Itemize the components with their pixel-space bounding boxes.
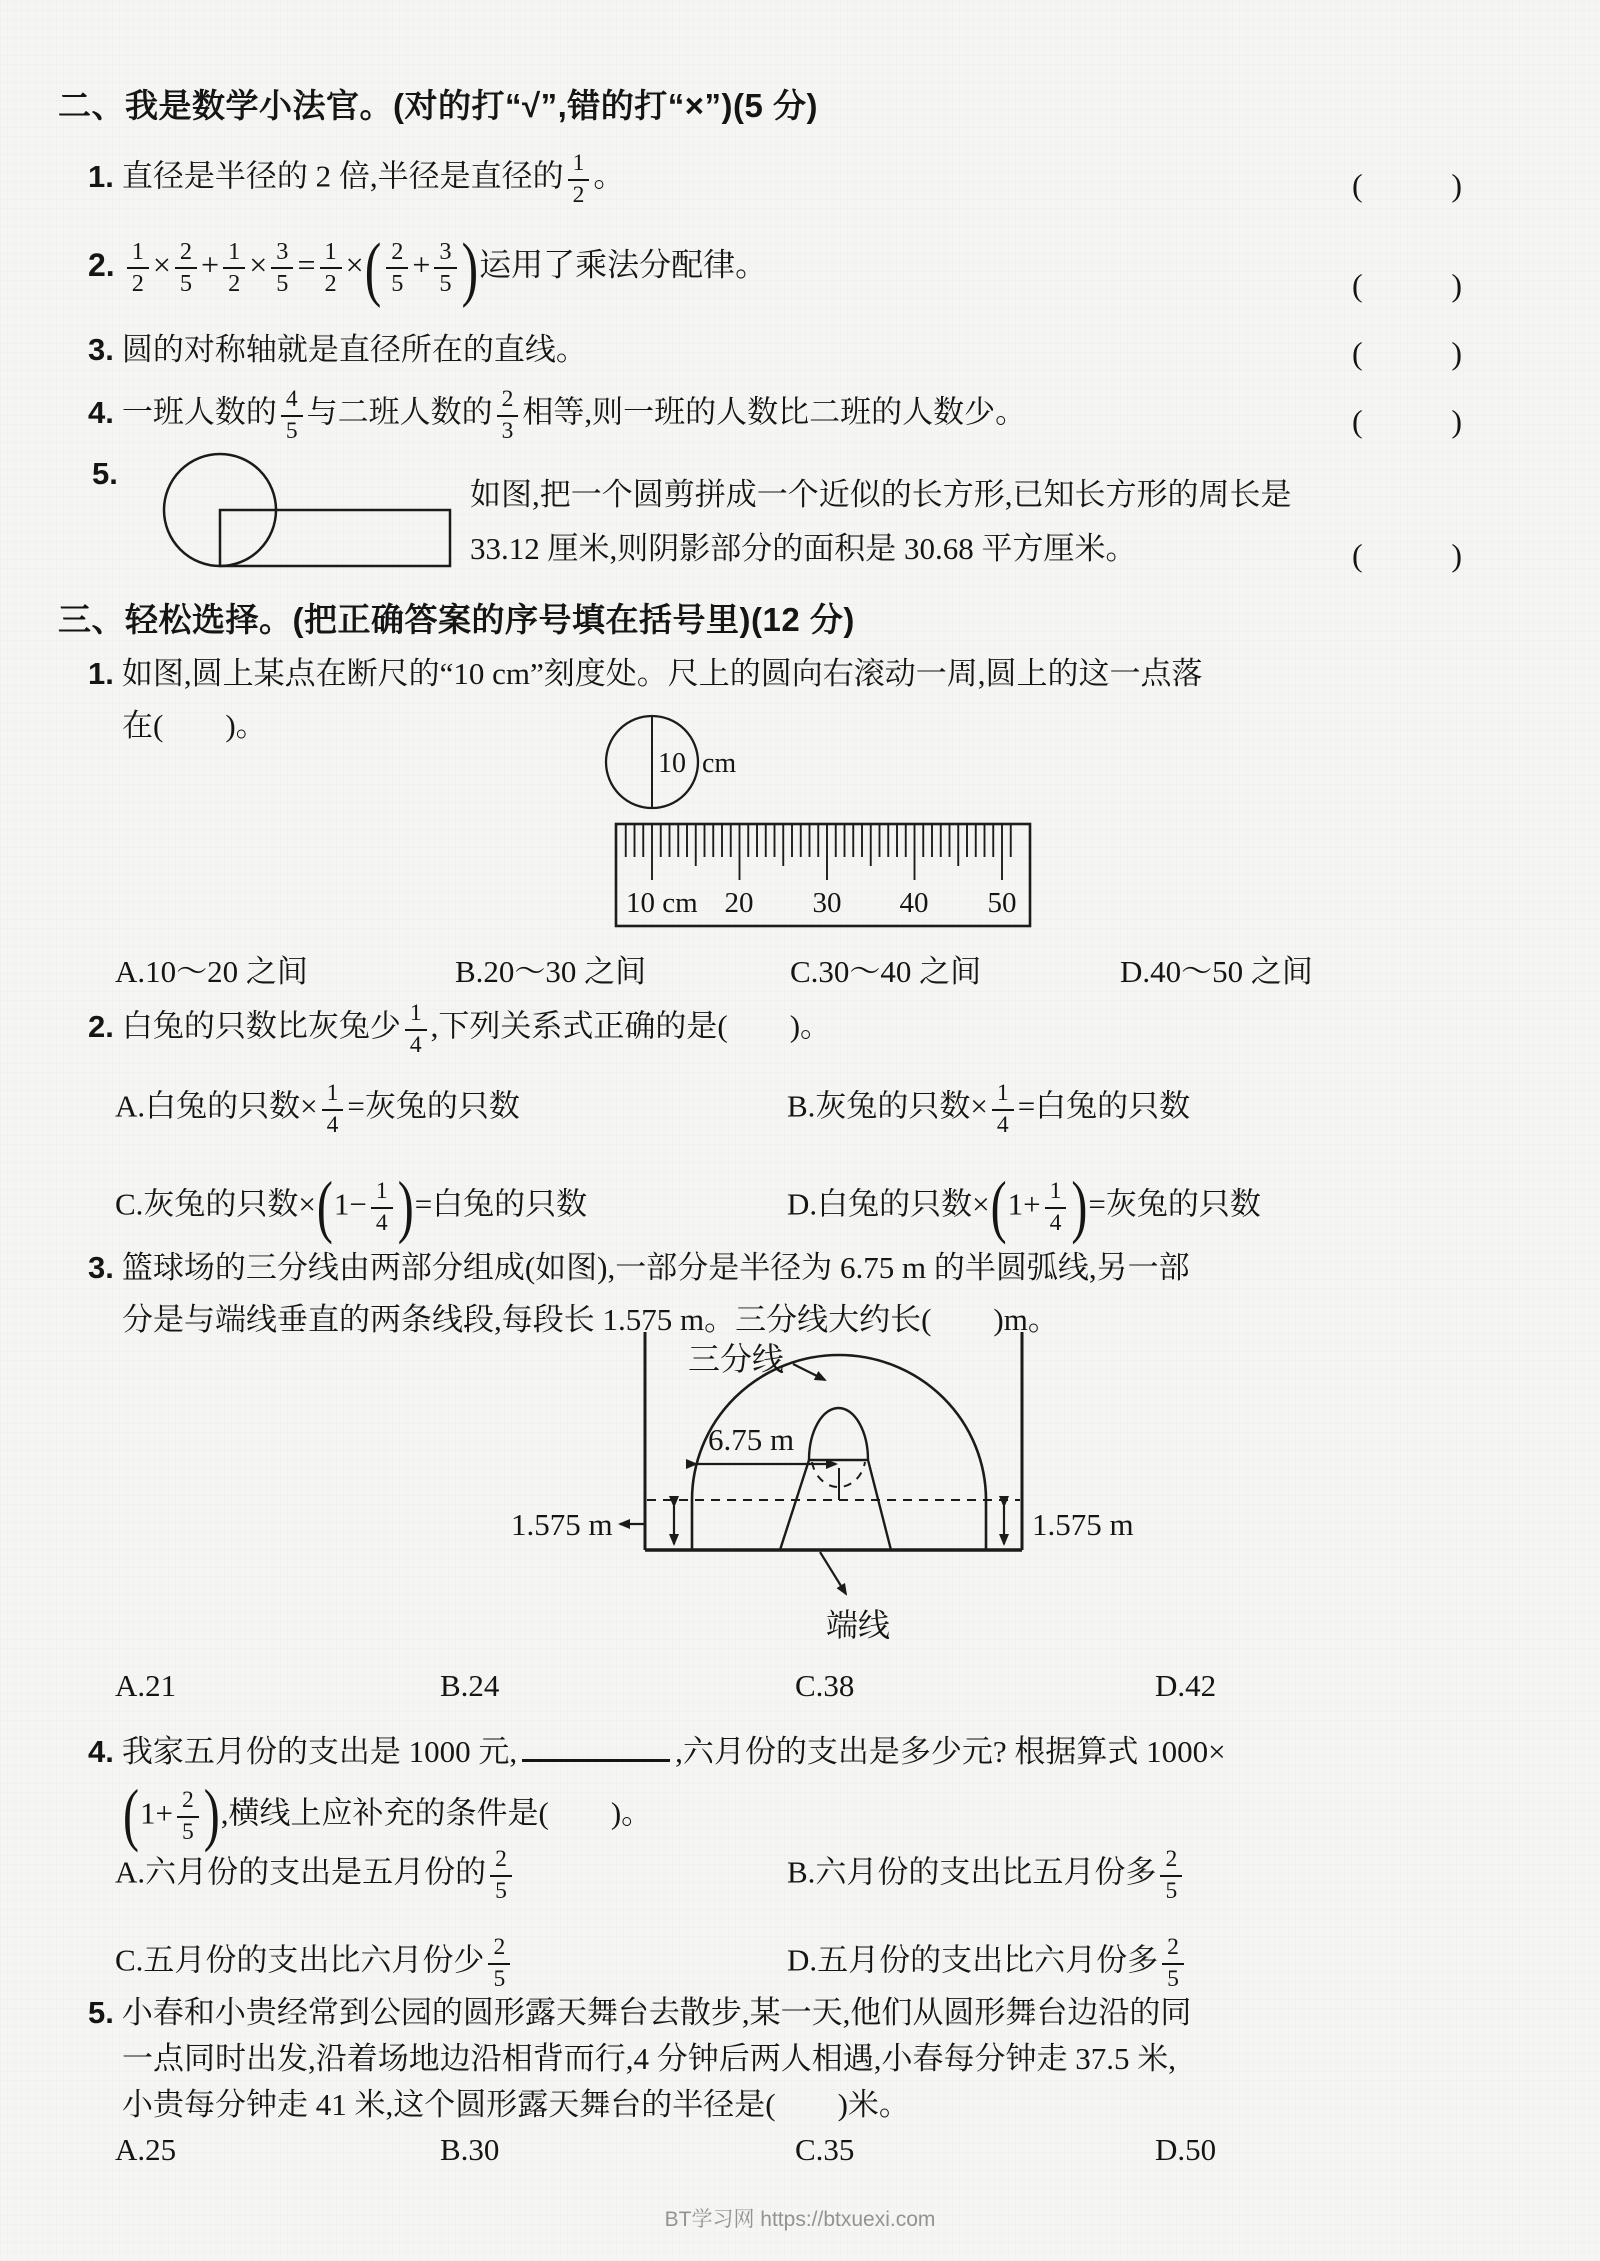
section-2-title: 二、我是数学小法官。(对的打“√”,错的打“×”)(5 分)	[58, 87, 819, 124]
operator: =	[297, 246, 316, 283]
item-number: 5.	[92, 456, 118, 491]
tf-item-5-text	[470, 468, 1292, 576]
fill-in-blank	[522, 1728, 670, 1762]
fraction: $\frac{2}{5}$	[386, 240, 408, 297]
right-paren: )	[203, 1777, 220, 1855]
option-d: D.50	[1155, 2132, 1217, 2167]
option-row-q2-ab	[115, 1082, 1190, 1137]
operator: ×	[249, 246, 268, 283]
fraction: $\frac{1}{4}$	[322, 1082, 344, 1137]
option-c: C.38	[795, 1668, 855, 1703]
left-paren: (	[990, 1168, 1007, 1246]
option-row-q3	[115, 1664, 1216, 1709]
circle-rectangle-figure	[148, 448, 478, 588]
option-c: C.30～40 之间	[790, 954, 982, 989]
question-text: 1+	[140, 1795, 173, 1831]
circle-diameter-label-unit: cm	[702, 748, 737, 779]
tf-item-3	[88, 328, 587, 373]
item-number: 1.	[88, 158, 114, 194]
left-paren: (	[316, 1168, 333, 1246]
fraction: $\frac{2}{5}$	[1162, 1936, 1184, 1991]
question-text: 小春和小贵经常到公园的圆形露天舞台去散步,某一天,他们从圆形舞台边沿的同	[121, 1995, 1192, 2030]
fraction: $\frac{2}{5}$	[177, 1789, 199, 1844]
option-d: D.白兔的只数×(1+ $\frac{1}{4}$ )=灰兔的只数	[787, 1168, 1261, 1246]
fraction: $\frac{2}{3}$	[497, 388, 519, 443]
baseline-label: 端线	[826, 1607, 891, 1643]
ruler-figure	[588, 712, 1048, 934]
right-paren: )	[461, 228, 479, 308]
question-text: 小贵每分钟走 41 米,这个圆形露天舞台的半径是( )米。	[122, 2087, 910, 2122]
item-text: 相等,则一班的人数比二班的人数少。	[522, 394, 1027, 430]
option-c: C.35	[795, 2132, 855, 2167]
option-d: D.40～50 之间	[1120, 954, 1313, 989]
operator: +	[201, 246, 220, 283]
item-text: 一班人数的	[121, 394, 277, 430]
fraction: $\frac{4}{5}$	[281, 388, 303, 443]
question-text: ,横线上应补充的条件是( )。	[220, 1795, 653, 1831]
option-d: D.五月份的支出比六月份多 $\frac{2}{5}$	[787, 1936, 1188, 1991]
ruler-label-10cm: 10 cm	[626, 887, 698, 919]
option-row-q4-ab	[115, 1848, 1186, 1903]
ruler-label-40: 40	[899, 887, 929, 919]
fraction: $\frac{1}{4}$	[405, 1002, 427, 1057]
tf-item-1	[88, 152, 624, 207]
item-text: 运用了乘法分配律。	[479, 246, 768, 283]
ruler-label-20: 20	[724, 887, 754, 919]
option-b: B.灰兔的只数× $\frac{1}{4}$ =白兔的只数	[787, 1080, 1191, 1138]
option-d: D.42	[1155, 1668, 1217, 1703]
item-text: 与二班人数的	[306, 394, 493, 430]
mc-question-4	[88, 1728, 1226, 1855]
option-b: B.20～30 之间	[455, 954, 647, 989]
fraction: $\frac{3}{5}$	[434, 240, 456, 297]
fraction: $\frac{2}{5}$	[488, 1936, 510, 1991]
lane-line-right	[868, 1460, 891, 1550]
footer-credit: BT学习网 https://btxuexi.com	[664, 2208, 936, 2231]
fraction: $\frac{2}{5}$	[175, 240, 197, 297]
operator: +	[412, 246, 431, 283]
section-3-title: 三、轻松选择。(把正确答案的序号填在括号里)(12 分)	[58, 601, 855, 638]
fraction: $\frac{2}{5}$	[490, 1848, 512, 1903]
option-c: C.灰兔的只数×(1− $\frac{1}{4}$ )=白兔的只数	[115, 1168, 588, 1246]
mc-question-5	[88, 1990, 1191, 2128]
lane-line-left	[780, 1460, 809, 1550]
item-number: 2.	[88, 1008, 114, 1044]
question-text: 在( )。	[122, 708, 267, 743]
fraction: $\frac{1}{4}$	[1045, 1180, 1067, 1235]
item-number: 3.	[88, 332, 114, 367]
answer-bracket-4: ( )	[1352, 403, 1462, 439]
answer-bracket-2: ( )	[1352, 267, 1462, 303]
operator: ×	[152, 246, 171, 283]
left-paren: (	[123, 1777, 139, 1855]
option-b: B.30	[440, 2132, 500, 2167]
item-text: 圆的对称轴就是直径所在的直线。	[121, 332, 587, 367]
item-number: 2.	[88, 246, 115, 283]
fraction: $\frac{1}{2}$	[320, 240, 342, 297]
item-text-line: 如图,把一个圆剪拼成一个近似的长方形,已知长方形的周长是	[470, 477, 1292, 512]
tf-item-2	[88, 228, 768, 308]
item-text: 。	[593, 158, 625, 194]
right-paren: )	[397, 1168, 414, 1246]
basketball-court-figure	[408, 1318, 1148, 1658]
tf-item-4	[88, 388, 1026, 443]
fraction: $\frac{1}{2}$	[223, 240, 245, 297]
ruler-ticks	[626, 824, 1011, 880]
option-a: A.白兔的只数× $\frac{1}{4}$ =灰兔的只数	[115, 1080, 520, 1138]
fraction: $\frac{1}{4}$	[992, 1082, 1014, 1137]
operator: ×	[345, 246, 364, 283]
ruler-label-30: 30	[812, 887, 842, 919]
item-number: 5.	[88, 1995, 114, 2030]
option-row-q5	[115, 2128, 1216, 2173]
fraction: $\frac{2}{5}$	[1160, 1848, 1182, 1903]
item-text: 直径是半径的 2 倍,半径是直径的	[121, 158, 564, 194]
three-point-label: 三分线	[688, 1341, 785, 1377]
question-text: ,六月份的支出是多少元? 根据算式 1000×	[675, 1734, 1226, 1769]
item-number: 3.	[88, 1250, 114, 1285]
item-text-line: 33.12 厘米,则阴影部分的面积是 30.68 平方厘米。	[470, 531, 1137, 566]
item-number: 4.	[88, 1734, 114, 1769]
left-paren: (	[364, 228, 382, 308]
option-b: B.六月份的支出比五月份多 $\frac{2}{5}$	[787, 1848, 1186, 1903]
item-number: 4.	[88, 394, 114, 430]
option-a: A.21	[115, 1668, 177, 1703]
question-text: 分是与端线垂直的两条线段,每段长 1.575 m。三分线大约长( )m。	[122, 1302, 1059, 1337]
question-text: 白兔的只数比灰兔少	[121, 1008, 401, 1044]
question-text: ,下列关系式正确的是( )。	[430, 1008, 832, 1044]
fraction: $\frac{1}{2}$	[127, 240, 149, 297]
fraction: $\frac{1}{2}$	[568, 152, 590, 207]
right-paren: )	[1071, 1168, 1088, 1246]
answer-bracket-3: ( )	[1352, 335, 1462, 371]
answer-bracket-1: ( )	[1352, 167, 1462, 203]
item-number: 1.	[88, 656, 114, 691]
question-text: 篮球场的三分线由两部分组成(如图),一部分是半径为 6.75 m 的半圆弧线,另一部	[121, 1250, 1190, 1285]
segment-label-left: 1.575 m	[511, 1507, 613, 1542]
option-row-q2-cd	[115, 1168, 1261, 1246]
three-point-arrow	[793, 1364, 825, 1380]
mc-question-2	[88, 1002, 831, 1057]
option-a: A.六月份的支出是五月份的 $\frac{2}{5}$	[115, 1848, 787, 1903]
option-c: C.五月份的支出比六月份少 $\frac{2}{5}$	[115, 1936, 787, 1991]
lane-arch	[809, 1408, 868, 1460]
ruler-label-50: 50	[987, 887, 1017, 919]
fraction: $\frac{3}{5}$	[271, 240, 293, 297]
fraction: $\frac{1}{4}$	[371, 1180, 393, 1235]
option-b: B.24	[440, 1668, 500, 1703]
radius-label: 6.75 m	[708, 1422, 795, 1457]
option-a: A.25	[115, 2132, 177, 2167]
rectangle-shape	[220, 510, 450, 566]
circle-diameter-label-num: 10	[658, 748, 686, 779]
answer-bracket-5: ( )	[1352, 537, 1462, 573]
question-text: 如图,圆上某点在断尺的“10 cm”刻度处。尺上的圆向右滚动一周,圆上的这一点落	[121, 656, 1203, 691]
option-row-q4-cd	[115, 1936, 1188, 1991]
option-a: A.10～20 之间	[115, 954, 308, 989]
question-text: 我家五月份的支出是 1000 元,	[121, 1734, 518, 1769]
question-text: 一点同时出发,沿着场地边沿相背而行,4 分钟后两人相遇,小春每分钟走 37.5 米,	[122, 2041, 1176, 2076]
segment-label-right: 1.575 m	[1032, 1507, 1134, 1542]
option-row-q1	[115, 950, 1313, 995]
baseline-arrow	[820, 1552, 846, 1594]
